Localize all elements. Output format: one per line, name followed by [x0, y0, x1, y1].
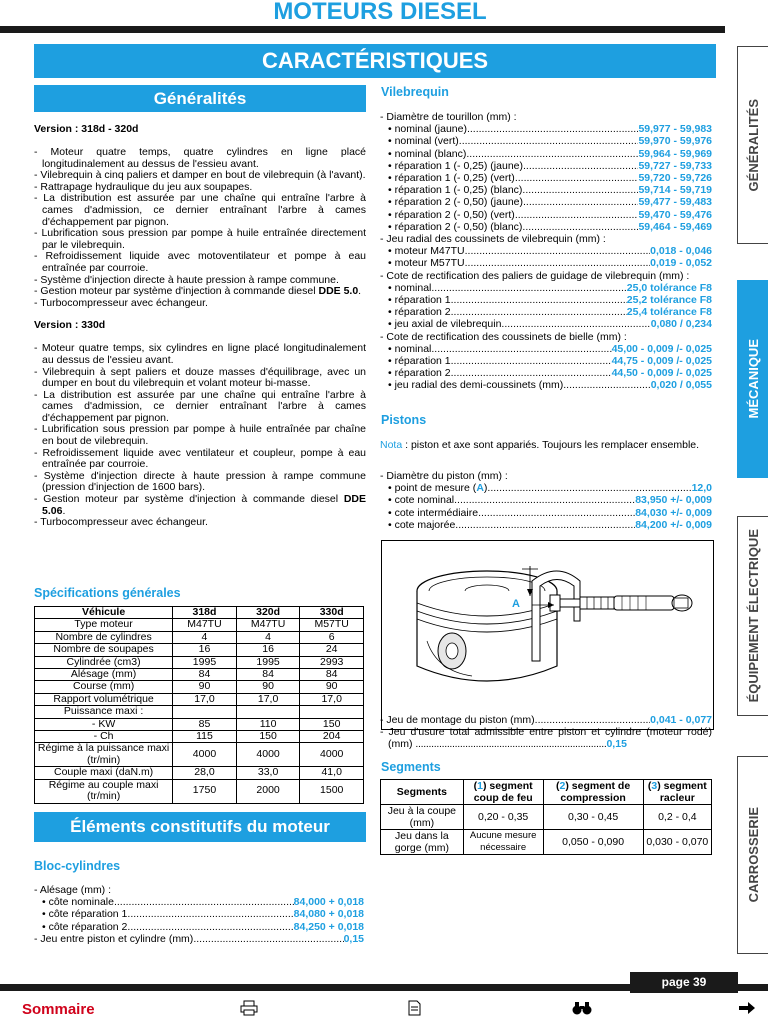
value-line: • moteur M47TU ..... 0,018 - 0,046 [380, 245, 712, 257]
table-cell: Couple maxi (daN.m) [35, 767, 173, 779]
table-row [35, 718, 364, 730]
table-cell: 0,050 - 0,090 [543, 830, 643, 855]
table-header: 320d [236, 607, 300, 619]
table-cell: Régime au couple maxi (tr/min) [35, 779, 173, 803]
value-line: • jeu axial de vilebrequin ..... 0,080 / 0,234 [380, 318, 712, 330]
pistons-title: Pistons [381, 413, 427, 427]
tab-carrosserie[interactable]: CARROSSERIE [737, 756, 768, 954]
value-line: • côte réparation 1 ..... 84,080 + 0,018 [34, 908, 364, 920]
table-header: 318d [173, 607, 237, 619]
list-item: - Système d'injection directe à haute pression à rampe commune (pression d'injection de 1600 bars). [34, 469, 366, 494]
table-cell [236, 706, 300, 718]
tab-mecanique[interactable]: MÉCANIQUE [737, 280, 768, 478]
value-line: • réparation 1 (- 0,25) (jaune) ..... 59,727 - 59,733 [380, 160, 712, 172]
tab-equipement-electrique[interactable]: ÉQUIPEMENT ÉLECTRIQUE [737, 516, 768, 716]
table-cell: 110 [236, 718, 300, 730]
table-cell: 0,030 - 0,070 [643, 830, 711, 855]
table-cell: Nombre de soupapes [35, 644, 173, 656]
table-cell: 16 [173, 644, 237, 656]
table-cell: M47TU [173, 619, 237, 631]
value-line: • réparation 2 (- 0,50) (jaune) ..... 59,477 - 59,483 [380, 196, 712, 208]
specs-table [34, 606, 364, 804]
list-item: - Vilebrequin à cinq paliers et damper en bout de vilebrequin (à l'avant). [34, 169, 366, 182]
table-cell: M47TU [236, 619, 300, 631]
value-line: • moteur M57TU ..... 0,019 - 0,052 [380, 257, 712, 269]
table-cell: 4000 [300, 743, 364, 767]
table-cell: Alésage (mm) [35, 669, 173, 681]
alesage-label: - Alésage (mm) : [34, 884, 112, 896]
table-cell: 0,30 - 0,45 [543, 805, 643, 830]
generalites-banner: Généralités [34, 85, 366, 112]
value-line: • côte nominale ..... 84,000 + 0,018 [34, 896, 364, 908]
table-row [381, 830, 712, 855]
value-line: • réparation 2 (- 0,50) (vert) ..... 59,470 - 59,476 [380, 209, 712, 221]
list-item: - Vilebrequin à sept paliers et douze masses d'équilibrage, avec un dumper en bout du vilebrequin et volant moteur bi-masse. [34, 365, 366, 390]
list-item: - Moteur quatre temps, six cylindres en ligne placé longitudinalement au dessus de l'essieu avant. [34, 342, 366, 366]
table-cell: 41,0 [300, 767, 364, 779]
bloc-cylindres-list [34, 884, 364, 945]
generalites-text [34, 123, 366, 529]
value-line: • cote majorée ..... 84,200 +/- 0,009 [380, 519, 712, 531]
table-cell: Nombre de cylindres [35, 631, 173, 643]
table-header: (1) segment coup de feu [463, 780, 543, 805]
value-line: • réparation 1 (- 0,25) (blanc) ..... 59,714 - 59,719 [380, 184, 712, 196]
print-icon[interactable] [240, 1000, 258, 1019]
table-cell: Aucune mesure nécessaire [463, 830, 543, 855]
table-cell: Régime à la puissance maxi (tr/min) [35, 743, 173, 767]
table-cell: 150 [236, 731, 300, 743]
list-item: - Refroidissement liquide avec motoventilateur et pompe à eau entraînée par courroie. [34, 250, 366, 274]
table-row [35, 669, 364, 681]
main-banner: CARACTÉRISTIQUES [34, 44, 716, 78]
value-line: • nominal ..... 45,00 - 0,009 /- 0,025 [380, 343, 712, 355]
list-item: - Lubrification sous pression par pompe à huile entraînée directement par le vilebrequin. [34, 227, 366, 251]
table-cell: 17,0 [236, 693, 300, 705]
table-header: Véhicule [35, 607, 173, 619]
value-line: - Jeu entre piston et cylindre (mm) ..... 0,15 [34, 933, 364, 945]
nota-label: Nota [380, 439, 403, 451]
table-row [35, 656, 364, 668]
table-cell: 0,20 - 0,35 [463, 805, 543, 830]
table-cell: 16 [236, 644, 300, 656]
vilebrequin-list [380, 111, 712, 392]
measure-point-label: A [512, 598, 520, 610]
table-cell: 85 [173, 718, 237, 730]
table-row [35, 706, 364, 718]
table-cell: 90 [173, 681, 237, 693]
nota-text: : piston et axe sont appariés. Toujours les remplacer ensemble. [402, 439, 700, 451]
piston-measurement-figure [381, 540, 714, 730]
table-cell: - Ch [35, 731, 173, 743]
table-cell: 1995 [173, 656, 237, 668]
table-cell: 4000 [173, 743, 237, 767]
table-cell: Jeu dans la gorge (mm) [381, 830, 464, 855]
table-cell: 17,0 [300, 693, 364, 705]
piston-illustration [382, 541, 713, 729]
list-item: - Refroidissement liquide avec ventilateur et coupleur, pompe à eau entraînée par courroie. [34, 446, 366, 471]
table-header: 330d [300, 607, 364, 619]
table-cell: 150 [300, 718, 364, 730]
sommaire-link[interactable]: Sommaire [22, 1001, 95, 1018]
list-item: - La distribution est assurée par une chaîne qui entraîne l'arbre à cames d'admission, ce dernier entraînant l'arbre à cames d'échappement par pignon. [34, 388, 366, 424]
list-item: - Gestion moteur par système d'injection à commande diesel DDE 5.0. [34, 285, 362, 298]
table-cell: 17,0 [173, 693, 237, 705]
table-cell [300, 706, 364, 718]
diametre-label: - Diamètre du piston (mm) : [380, 470, 508, 482]
page-header-title: MOTEURS DIESEL [273, 0, 487, 25]
table-row [35, 767, 364, 779]
value-line: • nominal (vert) ..... 59,970 - 59,976 [380, 135, 712, 147]
value-line: • réparation 1 ..... 44,75 - 0,009 /- 0,025 [380, 355, 712, 367]
table-cell: 28,0 [173, 767, 237, 779]
version-330-title: Version : 330d [34, 319, 106, 332]
tab-generalites[interactable]: GÉNÉRALITÉS [737, 46, 768, 244]
table-row [35, 681, 364, 693]
list-item: - Lubrification sous pression par pompe à huile entraînée par chaîne en bout de vilebrequin. [34, 423, 366, 448]
table-cell: M57TU [300, 619, 364, 631]
value-line: • cote intermédiaire ..... 84,030 +/- 0,009 [380, 507, 712, 519]
table-cell: Course (mm) [35, 681, 173, 693]
table-cell: 0,2 - 0,4 [643, 805, 711, 830]
value-line: • réparation 2 ..... 44,50 - 0,009 /- 0,025 [380, 367, 712, 379]
cote-paliers-label: - Cote de rectification des paliers de guidage de vilebrequin (mm) : [380, 269, 690, 282]
vilebrequin-title: Vilebrequin [381, 85, 449, 99]
value-line: • côte réparation 2 ..... 84,250 + 0,018 [34, 921, 364, 933]
table-cell: 2993 [300, 656, 364, 668]
table-cell: 4 [236, 631, 300, 643]
table-cell: 1500 [300, 779, 364, 803]
table-cell: 1995 [236, 656, 300, 668]
binoculars-icon[interactable] [572, 1000, 592, 1019]
pistons-list [380, 470, 712, 531]
pistons-nota [380, 439, 712, 451]
jeu-radial-label: - Jeu radial des coussinets de vilebrequin (mm) : [380, 233, 606, 246]
value-line: • réparation 2 ..... 25,4 tolérance F8 [380, 306, 712, 318]
table-header-row [35, 607, 364, 619]
list-item: - Turbocompresseur avec échangeur. [34, 296, 208, 309]
table-cell: Jeu à la coupe (mm) [381, 805, 464, 830]
table-cell: 24 [300, 644, 364, 656]
list-item: - Rattrapage hydraulique du jeu aux soupapes. [34, 180, 253, 193]
table-cell: 4 [173, 631, 237, 643]
table-header: (2) segment de compression [543, 780, 643, 805]
table-cell: 90 [300, 681, 364, 693]
value-line: • réparation 1 (- 0,25) (vert) ..... 59,720 - 59,726 [380, 172, 712, 184]
table-header-row [381, 780, 712, 805]
table-cell: - KW [35, 718, 173, 730]
segments-table [380, 779, 712, 855]
table-cell: Rapport volumétrique [35, 693, 173, 705]
table-cell: Type moteur [35, 619, 173, 631]
list-item: - Moteur quatre temps, quatre cylindres en ligne placé longitudinalement au dessus de l'essieu avant. [34, 146, 366, 170]
version-318-320-title: Version : 318d - 320d [34, 123, 139, 135]
value-line: • cote nominal ..... 83,950 +/- 0,009 [380, 494, 712, 506]
value-line: • réparation 1 ..... 25,2 tolérance F8 [380, 294, 712, 306]
table-cell: 6 [300, 631, 364, 643]
table-cell: 84 [236, 669, 300, 681]
table-cell: 84 [300, 669, 364, 681]
table-row [35, 631, 364, 643]
table-row [35, 619, 364, 631]
point-mesure-line: • point de mesure (A) ..... 12,0 [380, 482, 712, 494]
value-line: • nominal (blanc) ..... 59,964 - 59,969 [380, 148, 712, 160]
table-row [35, 743, 364, 767]
table-cell: 84 [173, 669, 237, 681]
table-cell: 90 [236, 681, 300, 693]
table-row [35, 693, 364, 705]
table-header: Segments [381, 780, 464, 805]
value-line: • nominal (jaune) ..... 59,977 - 59,983 [380, 123, 712, 135]
table-cell: 204 [300, 731, 364, 743]
jeu-montage-line: - Jeu de montage du piston (mm) ..... 0,041 - 0,077 [380, 714, 712, 726]
bloc-cylindres-title: Bloc-cylindres [34, 859, 121, 873]
version-318-320-list [34, 147, 366, 309]
list-item: - Turbocompresseur avec échangeur. [34, 516, 208, 529]
table-cell: Puissance maxi : [35, 706, 173, 718]
arrow-right-icon[interactable] [738, 1000, 756, 1019]
value-line: • nominal ..... 25,0 tolérance F8 [380, 282, 712, 294]
tourillon-label: - Diamètre de tourillon (mm) : [380, 111, 517, 123]
table-header: (3) segment racleur [643, 780, 711, 805]
segments-title: Segments [381, 760, 441, 774]
table-row [35, 644, 364, 656]
value-line: • jeu radial des demi-coussinets (mm) ..... 0,020 / 0,055 [380, 379, 712, 391]
document-icon[interactable] [406, 1000, 422, 1019]
value-line: • réparation 2 (- 0,50) (blanc) ..... 59,464 - 59,469 [380, 221, 712, 233]
specs-title: Spécifications générales [34, 586, 181, 600]
page-number: page 39 [630, 972, 738, 993]
table-cell: 115 [173, 731, 237, 743]
pistons-jeu [380, 714, 712, 751]
table-cell [173, 706, 237, 718]
list-item: - Gestion moteur par système d'injection à commande diesel DDE 5.06. [34, 493, 366, 517]
table-cell: 33,0 [236, 767, 300, 779]
table-cell: Cylindrée (cm3) [35, 656, 173, 668]
table-cell: 4000 [236, 743, 300, 767]
table-row [35, 779, 364, 803]
table-row [35, 731, 364, 743]
table-cell: 1750 [173, 779, 237, 803]
list-item: - La distribution est assurée par une chaîne qui entraîne l'arbre à cames d'admission, ce dernier entraînant l'arbre à cames d'échappement par pignon. [34, 192, 366, 228]
table-row [381, 805, 712, 830]
table-cell: 2000 [236, 779, 300, 803]
version-330-list [34, 343, 366, 529]
header-rule [0, 26, 725, 33]
cote-bielle-label: - Cote de rectification des coussinets de bielle (mm) : [380, 330, 627, 343]
list-item: - Système d'injection directe à haute pression à rampe commune. [34, 273, 339, 286]
jeu-usure-line: - Jeu d'usure total admissible entre piston et cylindre (moteur rodé) (mm) .........................................................................0,15 [380, 726, 712, 751]
elements-banner: Éléments constitutifs du moteur [34, 812, 366, 842]
